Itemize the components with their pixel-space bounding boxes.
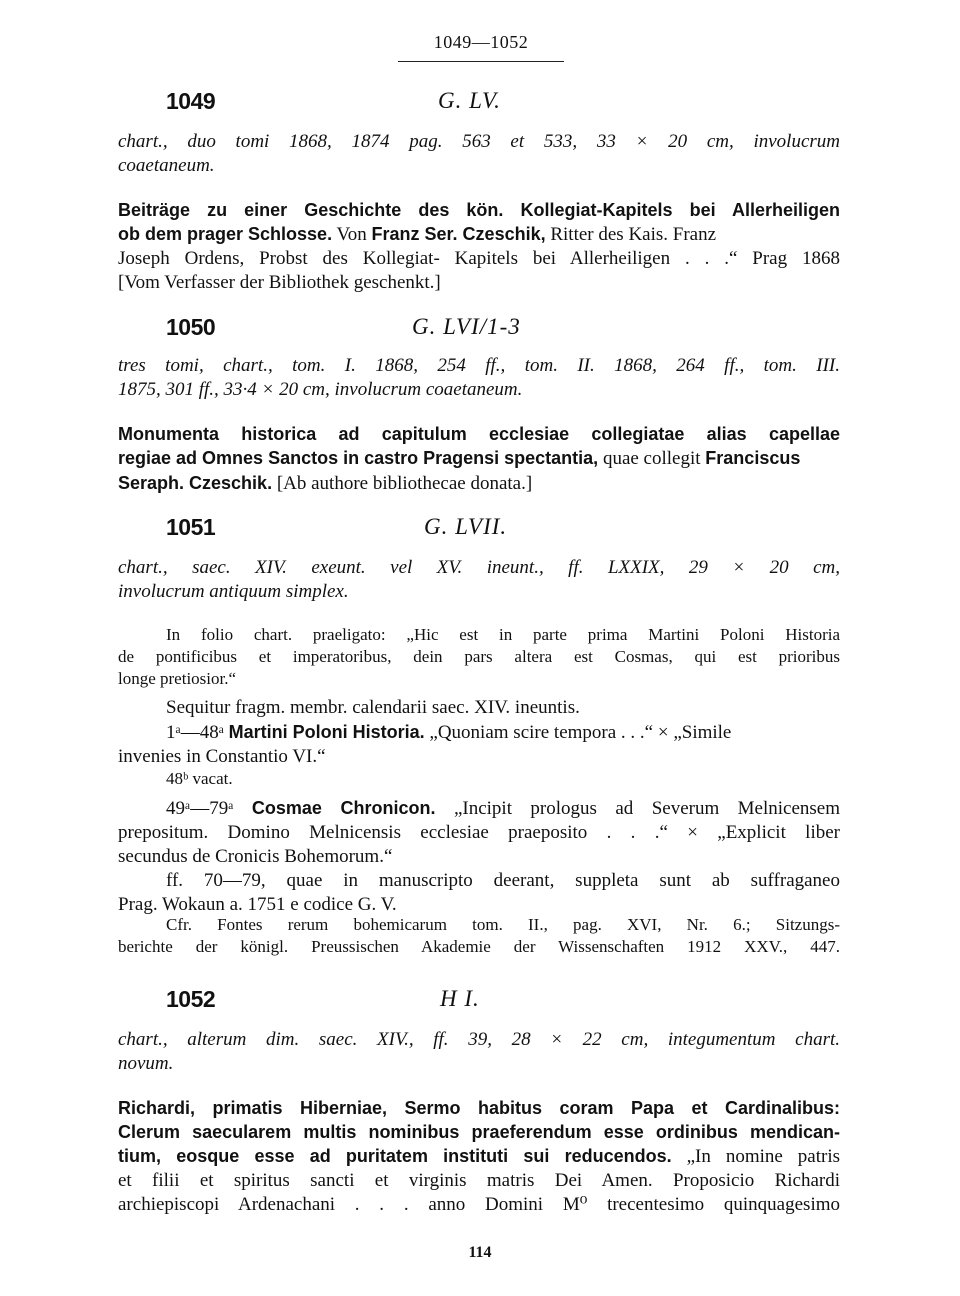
entry-signature-1052: H I. xyxy=(440,986,480,1011)
entry-number-1050: 1050 xyxy=(166,314,216,340)
entry-text: quae collegit xyxy=(598,448,706,469)
entry-title-line: Monumenta historica ad capitulum ecclesiae collegiatae alias capellae xyxy=(118,424,840,444)
entry-text-line: et filii et spiritus sancti et virginis matris Dei Amen. Proposicio Richardi xyxy=(118,1170,840,1191)
description-line: coaetaneum. xyxy=(118,155,215,176)
paragraph-text: „Quoniam scire tempora . . .“ × „Simile xyxy=(424,722,732,743)
entry-description-1052 xyxy=(118,1028,840,1076)
description-line: novum. xyxy=(118,1053,174,1074)
paragraph-line: In folio chart. praeligato: „Hic est in parte prima Martini Poloni Historia xyxy=(166,625,840,644)
paragraph-line: prepositum. Domino Melnicensis ecclesiae praeposito . . .“ × „Explicit liber xyxy=(118,822,840,843)
header-rule xyxy=(398,61,564,62)
paragraph-line: invenies in Constantio VI.“ xyxy=(118,746,326,767)
paragraph-line: berichte der königl. Preussischen Akademie der Wissenschaften 1912 XXV., 447. xyxy=(118,937,840,956)
entry-number-1049: 1049 xyxy=(166,88,216,114)
entry-author: Seraph. Czeschik. xyxy=(118,473,273,493)
page-number: 114 xyxy=(468,1244,492,1261)
folio-range: 49ᵃ—79ᵃ xyxy=(166,798,252,819)
entry-title-line: ob dem prager Schlosse. xyxy=(118,224,333,244)
entry-title-line: Clerum saecularem multis nominibus praeferendum esse ordinibus mendican- xyxy=(118,1122,840,1142)
entry-text: Ritter des Kais. Franz xyxy=(545,224,717,245)
description-line: involucrum antiquum simplex. xyxy=(118,581,349,602)
entry-paragraph-vacat xyxy=(118,768,840,790)
entry-signature-1050: G. LVI/1-3 xyxy=(412,314,521,339)
description-line: 1875, 301 ff., 33·4 × 20 cm, involucrum coaetaneum. xyxy=(118,379,523,400)
entry-description-1049 xyxy=(118,130,840,178)
paragraph-line: longe pretiosior.“ xyxy=(118,669,237,688)
entry-paragraph-cfr xyxy=(118,914,840,958)
entry-body-1052 xyxy=(118,1096,840,1217)
paragraph-line: ff. 70—79, quae in manuscripto deerant, suppleta sunt ab suffraganeo xyxy=(166,870,840,891)
folio-range: 1ᵃ—48ᵃ xyxy=(166,722,229,743)
work-title: Martini Poloni Historia. xyxy=(228,722,425,742)
entry-paragraph-3 xyxy=(118,796,840,917)
paragraph-line: Cfr. Fontes rerum bohemicarum tom. II., pag. XVI, Nr. 6.; Sitzungs- xyxy=(166,915,840,934)
paragraph-text: „Incipit prologus ad Severum Melnicensem xyxy=(435,798,841,819)
description-line: chart., duo tomi 1868, 1874 pag. 563 et 533, 33 × 20 cm, involucrum xyxy=(118,131,840,152)
entry-title-line: Richardi, primatis Hiberniae, Sermo habitus coram Papa et Cardinalibus: xyxy=(118,1098,840,1118)
entry-number-1052: 1052 xyxy=(166,986,216,1012)
entry-title-line: Beiträge zu einer Geschichte des kön. Kollegiat-Kapitels bei Allerheiligen xyxy=(118,200,840,220)
work-title: Cosmae Chronicon. xyxy=(251,798,436,818)
description-line: chart., saec. XIV. exeunt. vel XV. ineunt., ff. LXXIX, 29 × 20 cm, xyxy=(118,557,840,578)
description-line: tres tomi, chart., tom. I. 1868, 254 ff., tom. II. 1868, 264 ff., tom. III. xyxy=(118,355,840,376)
entry-note: [Vom Verfasser der Bibliothek geschenkt.] xyxy=(118,272,441,293)
paragraph-line: de pontificibus et imperatoribus, dein pars altera est Cosmas, qui est prioribus xyxy=(118,647,840,666)
entry-author: Franz Ser. Czeschik, xyxy=(371,224,546,244)
page-header-range: 1049—1052 xyxy=(433,32,529,52)
entry-paragraph-2 xyxy=(118,696,840,769)
entry-text: Von xyxy=(332,224,372,245)
entry-text-line: Joseph Ordens, Probst des Kollegiat- Kapitels bei Allerheiligen . . .“ Prag 1868 xyxy=(118,248,840,269)
entry-number-1051: 1051 xyxy=(166,514,216,540)
entry-signature-1051: G. LVII. xyxy=(424,514,508,539)
entry-paragraph-1 xyxy=(118,624,840,690)
entry-description-1050 xyxy=(118,354,840,402)
entry-body-1049 xyxy=(118,198,840,295)
entry-body-1050 xyxy=(118,422,840,496)
paragraph-line: secundus de Cronicis Bohemorum.“ xyxy=(118,846,393,867)
entry-author: Franciscus xyxy=(705,448,801,468)
description-line: chart., alterum dim. saec. XIV., ff. 39, 28 × 22 cm, integumentum chart. xyxy=(118,1029,840,1050)
paragraph-line: Sequitur fragm. membr. calendarii saec. XIV. ineuntis. xyxy=(166,697,580,718)
paragraph-line: 48ᵇ vacat. xyxy=(166,769,233,788)
entry-text: „In nomine patris xyxy=(671,1146,840,1167)
entry-title-line: tium, eosque esse ad puritatem instituti sui reducendos. xyxy=(118,1146,672,1166)
entry-text-line: archiepiscopi Ardenachani . . . anno Domini M⁰ trecentesimo quinquagesimo xyxy=(118,1194,840,1215)
entry-signature-1049: G. LV. xyxy=(438,88,501,113)
entry-note: [Ab authore bibliothecae donata.] xyxy=(272,473,533,494)
entry-description-1051 xyxy=(118,556,840,604)
paragraph-line: Prag. Wokaun a. 1751 e codice G. V. xyxy=(118,894,397,915)
entry-title-line: regiae ad Omnes Sanctos in castro Pragensi spectantia, xyxy=(118,448,599,468)
